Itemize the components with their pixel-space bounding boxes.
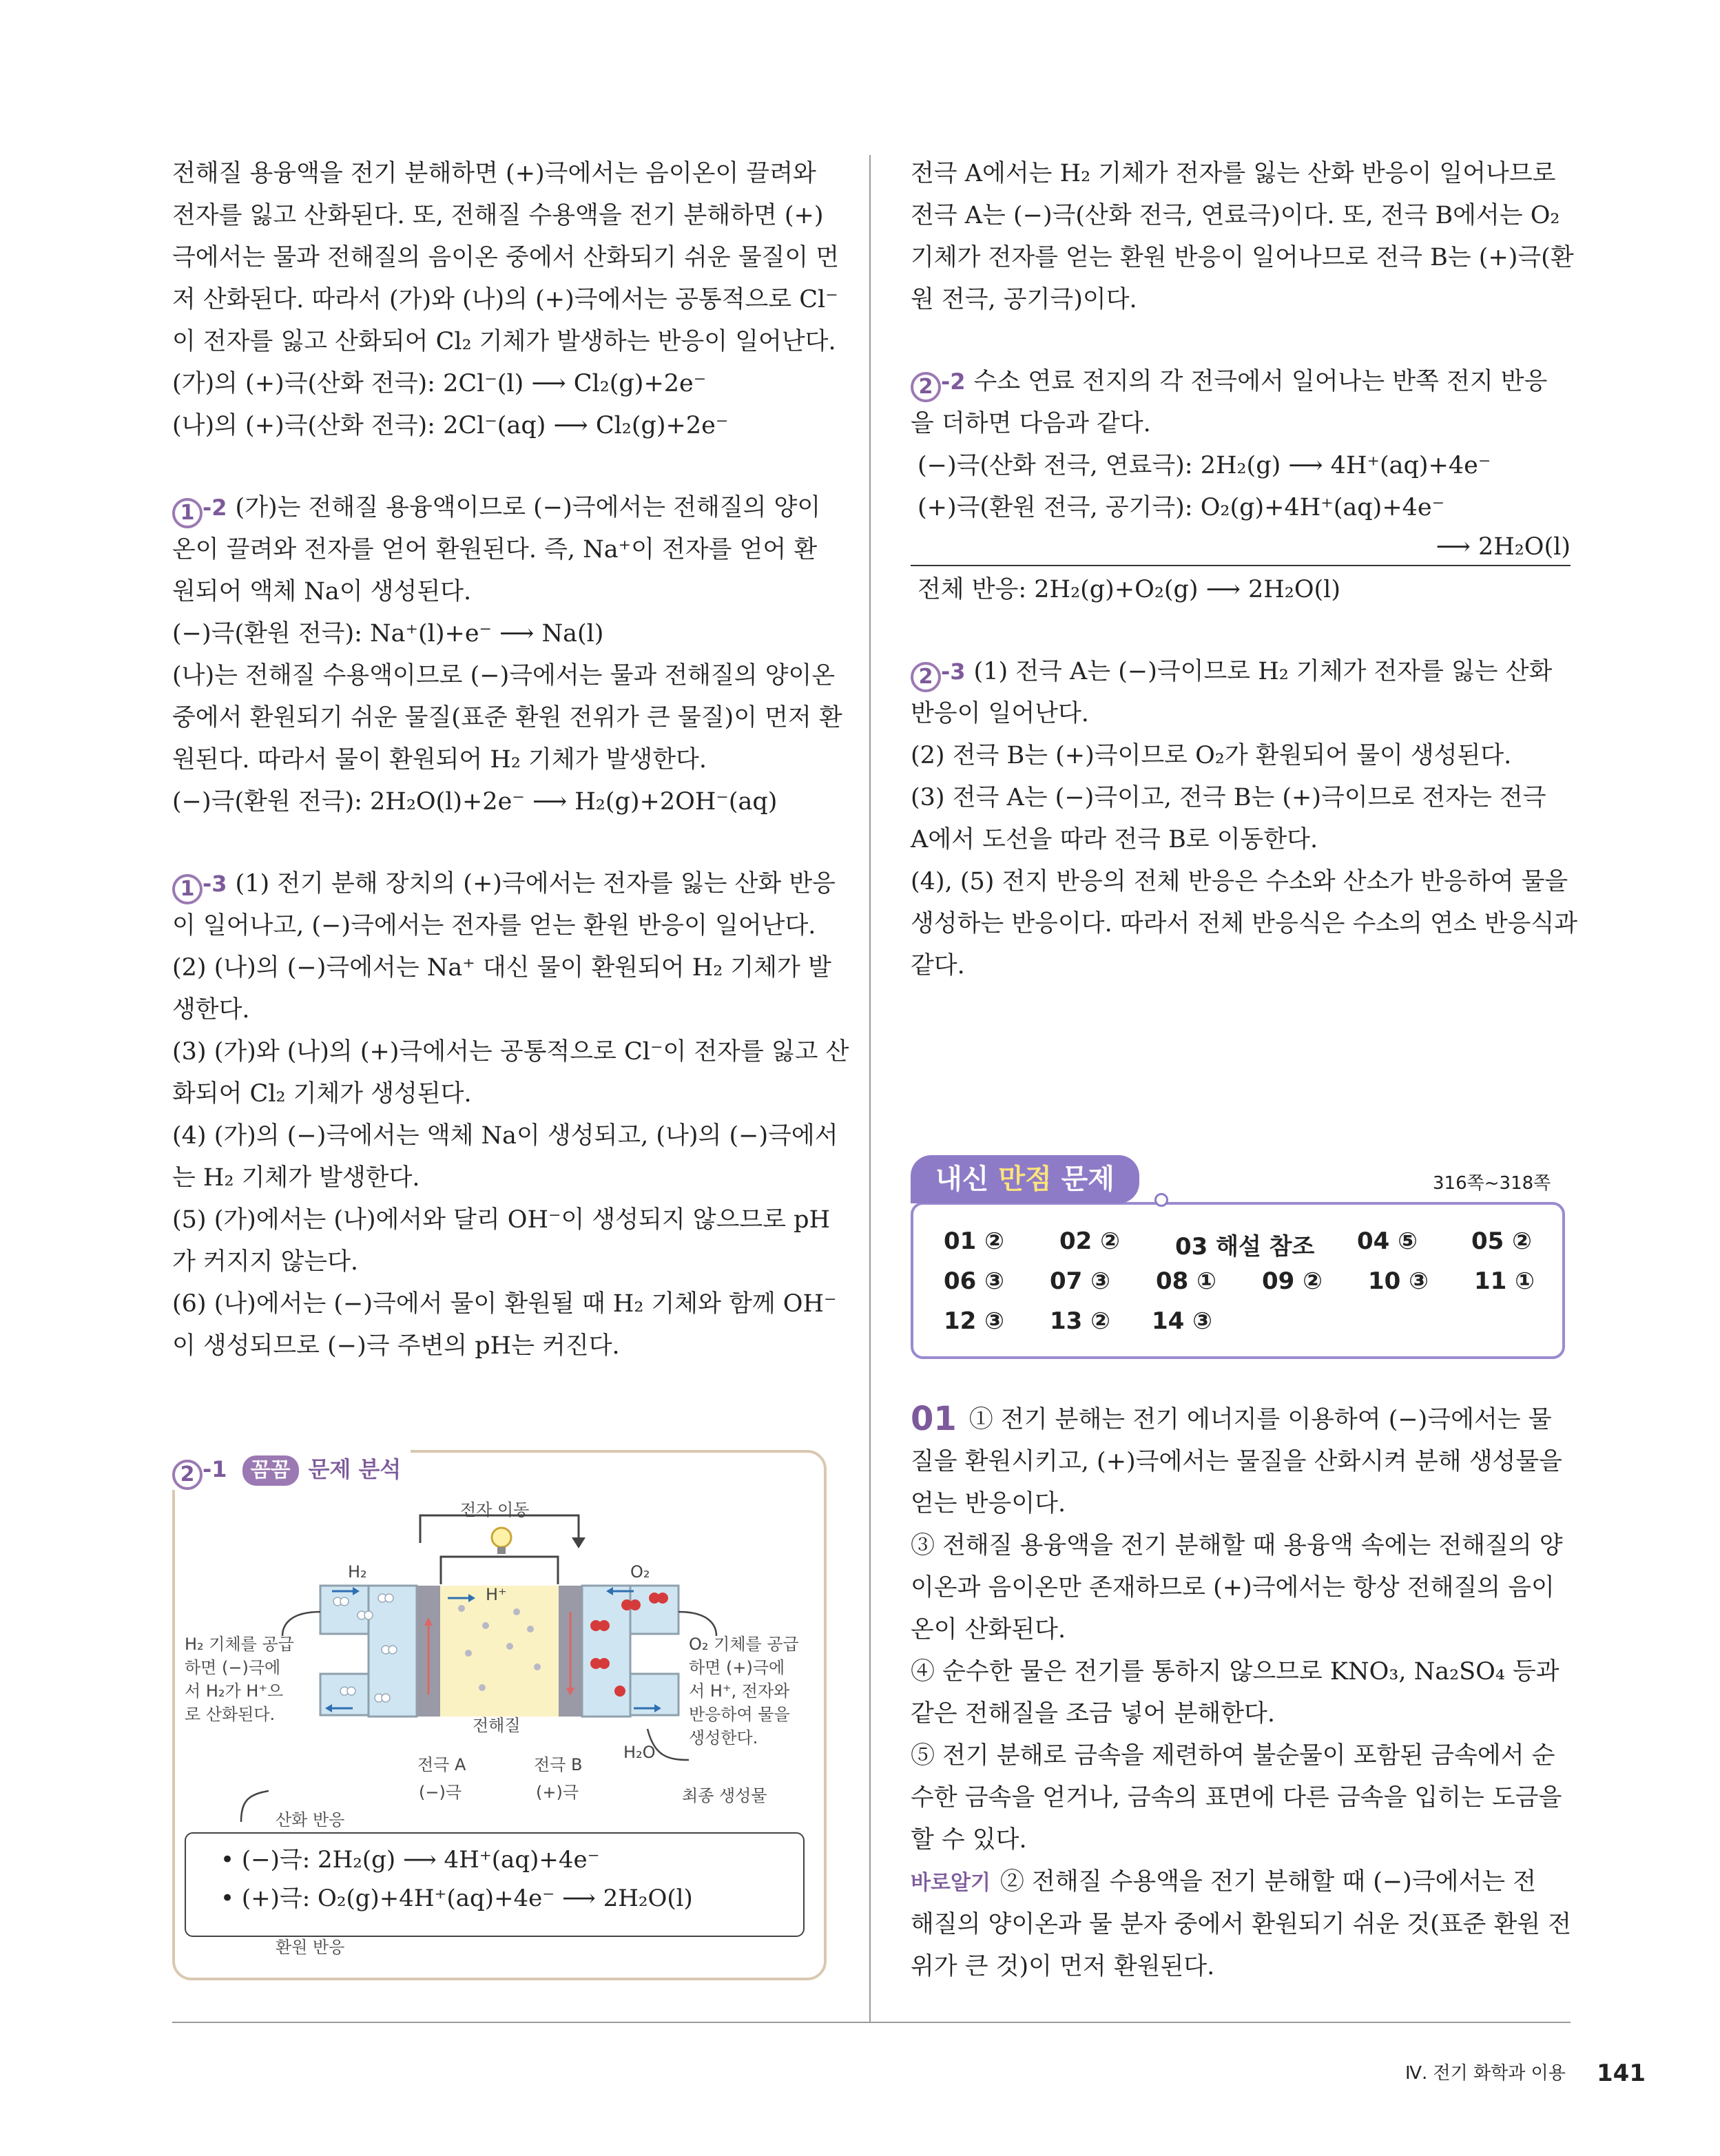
text-line: 전해질 용융액을 전기 분해하면 (+)극에서는 음이온이 끌려와 bbox=[172, 160, 816, 187]
text-line bbox=[911, 1861, 1571, 1904]
sum-rule bbox=[911, 565, 1571, 566]
text-line: (가)는 전해질 용융액이므로 (−)극에서는 전해질의 양이 bbox=[235, 494, 821, 521]
text-line: 이 생성되므로 (−)극 주변의 pH는 커진다. bbox=[172, 1332, 620, 1360]
text-line: 중에서 환원되기 쉬운 물질(표준 환원 전위가 큰 물질)이 먼저 환 bbox=[172, 704, 842, 732]
page-number: 141 bbox=[1597, 2060, 1646, 2087]
text-line: (1) 전기 분해 장치의 (+)극에서는 전자를 잃는 산화 반응 bbox=[235, 870, 836, 898]
label-hplus: H⁺ bbox=[486, 1585, 507, 1604]
text-line: 원 전극, 공기극)이다. bbox=[911, 286, 1137, 313]
text-line: 전극 A에서는 H₂ 기체가 전자를 잃는 산화 반응이 일어나므로 bbox=[911, 160, 1556, 187]
text-line: (3) 전극 A는 (−)극이고, 전극 B는 (+)극이므로 전자는 전극 bbox=[911, 784, 1546, 811]
answer-item: 05 ② bbox=[1471, 1227, 1532, 1255]
text-line: 을 더하면 다음과 같다. bbox=[911, 410, 1151, 437]
reaction-eq-cathode: • (+)극: O₂(g)+4H⁺(aq)+4e⁻ ⟶ 2H₂O(l) bbox=[220, 1885, 693, 1912]
text-line: 해질의 양이온과 물 분자 중에서 환원되기 쉬운 것(표준 환원 전 bbox=[911, 1911, 1572, 1938]
reaction-eq-anode: • (−)극: 2H₂(g) ⟶ 4H⁺(aq)+4e⁻ bbox=[220, 1846, 600, 1874]
question-suffix: -2 bbox=[941, 369, 966, 395]
text-line: 위가 큰 것)이 먼저 환원된다. bbox=[911, 1953, 1215, 1980]
text-line: A에서 도선을 따라 전극 B로 이동한다. bbox=[911, 826, 1318, 853]
footer-chapter: Ⅳ. 전기 화학과 이용 bbox=[1405, 2063, 1566, 2084]
text-line: 수한 금속을 얻거나, 금속의 표면에 다른 금속을 입히는 도금을 bbox=[911, 1784, 1562, 1812]
question-suffix: -3 bbox=[203, 871, 227, 897]
question-number-badge: 2 bbox=[911, 372, 941, 402]
text-line: 반응이 일어난다. bbox=[911, 700, 1089, 727]
text-line: (3) (가)와 (나)의 (+)극에서는 공통적으로 Cl⁻이 전자를 잃고 산 bbox=[172, 1038, 849, 1066]
answer-item: 01 ② bbox=[944, 1227, 1004, 1255]
answer-item: 14 ③ bbox=[1152, 1307, 1212, 1335]
answer-item: 08 ① bbox=[1156, 1267, 1216, 1295]
label-h2: H₂ bbox=[348, 1562, 367, 1582]
text-line: 기체가 전자를 얻는 환원 반응이 일어나므로 전극 B는 (+)극(환 bbox=[911, 244, 1574, 271]
equation-line: (−)극(환원 전극): 2H₂O(l)+2e⁻ ⟶ H₂(g)+2OH⁻(aq) bbox=[172, 788, 778, 816]
footer-rule bbox=[172, 2022, 1571, 2023]
text-line: (4) (가)의 (−)극에서는 액체 Na이 생성되고, (나)의 (−)극에서 bbox=[172, 1122, 838, 1150]
text-line: (4), (5) 전지 반응의 전체 반응은 수소와 산소가 반응하여 물을 bbox=[911, 868, 1568, 895]
kkomkkom-tag: 꼼꼼 bbox=[242, 1455, 299, 1486]
question-number-badge: 2 bbox=[172, 1460, 203, 1490]
label-final-product: 최종 생성물 bbox=[682, 1786, 767, 1805]
text-line: 질을 환원시키고, (+)극에서는 물질을 산화시켜 분해 생성물을 bbox=[911, 1448, 1562, 1475]
label-oxidation: 산화 반응 bbox=[276, 1810, 345, 1830]
panel-heading: 문제 분석 bbox=[308, 1456, 402, 1482]
text-line: 이 일어나고, (−)극에서는 전자를 얻는 환원 반응이 일어난다. bbox=[172, 912, 816, 940]
text-line: 생한다. bbox=[172, 996, 250, 1024]
answer-item: 04 ⑤ bbox=[1357, 1227, 1418, 1255]
text-line: 이 전자를 잃고 산화되어 Cl₂ 기체가 발생하는 반응이 일어난다. bbox=[172, 328, 836, 355]
note-line: H₂ 기체를 공급 bbox=[185, 1635, 294, 1654]
right-note bbox=[689, 1632, 799, 1750]
question-2-2 bbox=[911, 361, 1571, 403]
answer-item: 02 ② bbox=[1059, 1227, 1120, 1255]
left-note bbox=[185, 1632, 294, 1726]
label-electrode-a-sign: (−)극 bbox=[419, 1783, 462, 1802]
text-line: 얻는 반응이다. bbox=[911, 1490, 1066, 1517]
question-2-3 bbox=[911, 651, 1571, 693]
text-line: 는 H₂ 기체가 발생한다. bbox=[172, 1164, 420, 1192]
text-line: 온이 끌려와 전자를 얻어 환원된다. 즉, Na⁺이 전자를 얻어 환 bbox=[172, 536, 818, 563]
text-line: (2) (나)의 (−)극에서는 Na⁺ 대신 물이 환원되어 H₂ 기체가 발 bbox=[172, 954, 831, 982]
title-part: 문제 bbox=[1051, 1163, 1115, 1195]
question-suffix: -2 bbox=[203, 495, 227, 521]
label-electrolyte: 전해질 bbox=[473, 1716, 521, 1735]
equation-line: (가)의 (+)극(산화 전극): 2Cl⁻(l) ⟶ Cl₂(g)+2e⁻ bbox=[172, 370, 707, 397]
text-line: (나)는 전해질 수용액이므로 (−)극에서는 물과 전해질의 양이온 bbox=[172, 662, 836, 690]
column-divider bbox=[869, 155, 871, 2022]
answer-item: 13 ② bbox=[1050, 1307, 1110, 1335]
text-line: (1) 전극 A는 (−)극이므로 H₂ 기체가 전자를 잃는 산화 bbox=[973, 658, 1553, 685]
equation-line: (−)극(환원 전극): Na⁺(l)+e⁻ ⟶ Na(l) bbox=[172, 620, 604, 647]
text-line: 가 커지지 않는다. bbox=[172, 1248, 359, 1276]
question-number-badge: 1 bbox=[172, 498, 203, 528]
text-line bbox=[911, 1398, 1571, 1441]
answer-box bbox=[911, 1202, 1565, 1359]
text-line: 같은 전해질을 조금 넣어 분해한다. bbox=[911, 1700, 1275, 1728]
text-line: (2) 전극 B는 (+)극이므로 O₂가 환원되어 물이 생성된다. bbox=[911, 742, 1512, 769]
question-number-badge: 2 bbox=[911, 662, 941, 692]
answer-item: 12 ③ bbox=[944, 1307, 1004, 1335]
equation-continuation: ⟶ 2H₂O(l) bbox=[1436, 533, 1571, 561]
answer-item: 03 해설 참조 bbox=[1175, 1233, 1315, 1261]
answer-item: 07 ③ bbox=[1050, 1267, 1110, 1295]
label-electrode-b-sign: (+)극 bbox=[536, 1783, 579, 1802]
text-line: 이온과 음이온만 존재하므로 (+)극에서는 항상 전해질의 음이 bbox=[911, 1574, 1555, 1602]
note-line: 서 H⁺, 전자와 bbox=[689, 1681, 790, 1701]
note-line: O₂ 기체를 공급 bbox=[689, 1635, 799, 1654]
label-electrode-a: 전극 A bbox=[417, 1755, 466, 1774]
question-1-2 bbox=[172, 487, 832, 529]
text-line: 극에서는 물과 전해질의 음이온 중에서 산화되기 쉬운 물질이 먼 bbox=[172, 244, 840, 271]
question-suffix: -1 bbox=[203, 1456, 227, 1482]
answer-box-title bbox=[911, 1155, 1139, 1203]
answer-item: 11 ① bbox=[1474, 1267, 1535, 1295]
note-line: 하면 (+)극에 bbox=[689, 1658, 785, 1677]
text-line: 전극 A는 (−)극(산화 전극, 연료극)이다. 또, 전극 B에서는 O₂ bbox=[911, 202, 1560, 229]
answer-item: 09 ② bbox=[1262, 1267, 1323, 1295]
note-line: 반응하여 물을 bbox=[689, 1705, 790, 1724]
text-line: ② 전해질 수용액을 전기 분해할 때 (−)극에서는 전 bbox=[999, 1868, 1537, 1896]
title-part: 내신 bbox=[935, 1163, 999, 1195]
equation-line: (−)극(산화 전극, 연료극): 2H₂(g) ⟶ 4H⁺(aq)+4e⁻ bbox=[918, 452, 1491, 479]
question-number: 01 bbox=[911, 1400, 957, 1438]
text-line: 원되어 액체 Na이 생성된다. bbox=[172, 578, 472, 605]
label-reduction: 환원 반응 bbox=[276, 1938, 345, 1957]
barun-label: 바로알기 bbox=[911, 1871, 991, 1895]
text-line: ④ 순수한 물은 전기를 통하지 않으므로 KNO₃, Na₂SO₄ 등과 bbox=[911, 1658, 1560, 1686]
text-line: 전자를 잃고 산화된다. 또, 전해질 수용액을 전기 분해하면 (+) bbox=[172, 202, 824, 229]
bulb-icon bbox=[492, 1528, 511, 1547]
text-line: (5) (가)에서는 (나)에서와 달리 OH⁻이 생성되지 않으므로 pH bbox=[172, 1206, 831, 1234]
answer-pages: 316쪽~318쪽 bbox=[1433, 1173, 1551, 1194]
note-line: 로 산화된다. bbox=[185, 1705, 276, 1724]
question-01 bbox=[911, 1398, 1571, 1988]
question-number-badge: 1 bbox=[172, 874, 203, 904]
label-electron-move: 전자 이동 bbox=[460, 1500, 530, 1520]
text-line: 수소 연료 전지의 각 전극에서 일어나는 반쪽 전지 반응 bbox=[973, 368, 1548, 395]
note-line: 서 H₂가 H⁺으 bbox=[185, 1681, 284, 1701]
right-column bbox=[911, 153, 1578, 987]
text-line: 생성하는 반응이다. 따라서 전체 반응식은 수소의 연소 반응식과 bbox=[911, 910, 1578, 937]
text-line: (6) (나)에서는 (−)극에서 물이 환원될 때 H₂ 기체와 함께 OH⁻ bbox=[172, 1290, 837, 1318]
label-h2o: H₂O bbox=[623, 1743, 656, 1762]
answer-item: 10 ③ bbox=[1368, 1267, 1429, 1295]
equation-line: (나)의 (+)극(산화 전극): 2Cl⁻(aq) ⟶ Cl₂(g)+2e⁻ bbox=[172, 412, 729, 439]
tab-dot bbox=[1154, 1193, 1168, 1207]
text-line: 할 수 있다. bbox=[911, 1826, 1027, 1854]
equation-line: (+)극(환원 전극, 공기극): O₂(g)+4H⁺(aq)+4e⁻ bbox=[918, 494, 1445, 521]
text-line: 온이 산화된다. bbox=[911, 1616, 1066, 1644]
text-line: ① 전기 분해는 전기 에너지를 이용하여 (−)극에서는 물 bbox=[968, 1406, 1552, 1433]
text-line: ⑤ 전기 분해로 금속을 제련하여 불순물이 포함된 금속에서 순 bbox=[911, 1742, 1555, 1770]
title-highlight: 만점 bbox=[998, 1163, 1052, 1195]
text-line: ③ 전해질 용융액을 전기 분해할 때 용융액 속에는 전해질의 양 bbox=[911, 1532, 1563, 1559]
text-line: 같다. bbox=[911, 952, 965, 979]
total-reaction: 전체 반응: 2H₂(g)+O₂(g) ⟶ 2H₂O(l) bbox=[918, 576, 1341, 603]
text-line: 원된다. 따라서 물이 환원되어 H₂ 기체가 발생한다. bbox=[172, 746, 707, 774]
text-line: 저 산화된다. 따라서 (가)와 (나)의 (+)극에서는 공통적으로 Cl⁻ bbox=[172, 286, 838, 313]
note-line: 하면 (−)극에 bbox=[185, 1658, 281, 1677]
question-suffix: -3 bbox=[941, 659, 966, 685]
text-line: 화되어 Cl₂ 기체가 생성된다. bbox=[172, 1080, 472, 1108]
panel-title bbox=[172, 1450, 411, 1490]
label-electrode-b: 전극 B bbox=[534, 1755, 583, 1774]
reaction-box bbox=[185, 1832, 805, 1937]
left-column bbox=[172, 153, 849, 1367]
note-line: 생성한다. bbox=[689, 1728, 758, 1748]
answer-item: 06 ③ bbox=[944, 1267, 1004, 1295]
label-o2: O₂ bbox=[630, 1562, 650, 1582]
question-1-3 bbox=[172, 863, 836, 905]
